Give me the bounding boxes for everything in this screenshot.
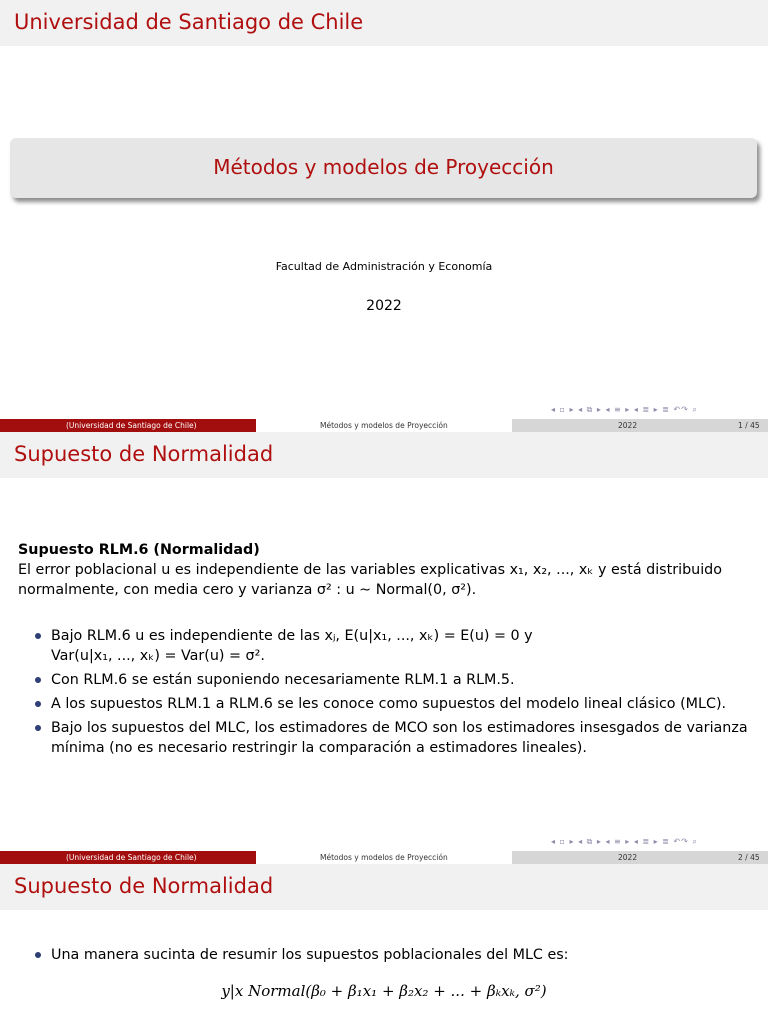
slide3-header-title: Supuesto de Normalidad [14, 874, 274, 898]
slide2-header-title: Supuesto de Normalidad [14, 442, 274, 466]
footer-date: 2022 [618, 853, 638, 862]
footer-institution: (Universidad de Santiago de Chile) [66, 421, 197, 430]
slide1-header-title: Universidad de Santiago de Chile [14, 10, 364, 34]
footer-title: Métodos y modelos de Proyección [320, 853, 448, 862]
list-item: Bajo los supuestos del MLC, los estimadores de MCO son los estimadores insesgados de varianza mínima (no es necesario restringir la comparación a estimadores lineales). [18, 718, 748, 758]
slide2-bullet-list [18, 626, 748, 762]
slide1-navigation-icons[interactable]: ◂ ▫ ▸ ◂ ⧉ ▸ ◂ ≡ ▸ ◂ ≣ ▸ ≣ ↶↷ ⌕ [551, 405, 698, 414]
slide1-footer [0, 419, 768, 432]
slide3-bullet-list [18, 945, 569, 969]
block-line-2: normalmente, con media cero y varianza σ² : u ∼ Normal(0, σ²). [18, 582, 477, 598]
slide1-institute: Facultad de Administración y Economía [275, 260, 493, 273]
slide2-footer [0, 851, 768, 864]
slide2-header [0, 432, 768, 478]
slide1-header [0, 0, 768, 46]
list-item: Bajo RLM.6 u es independiente de las xⱼ, E(u|x₁, ..., xₖ) = E(u) = 0 y Var(u|x₁, ..., xₖ) = Var(u) = σ². [18, 626, 748, 666]
bullet-icon [35, 677, 41, 683]
slide1-title-box [10, 138, 757, 198]
slide1-title: Métodos y modelos de Proyección [213, 155, 554, 179]
list-item: Una manera sucinta de resumir los supuestos poblacionales del MLC es: [18, 945, 569, 965]
bullet-icon [35, 952, 41, 958]
slide2-navigation-icons[interactable]: ◂ ▫ ▸ ◂ ⧉ ▸ ◂ ≡ ▸ ◂ ≣ ▸ ≣ ↶↷ ⌕ [551, 837, 698, 846]
bullet-icon [35, 725, 41, 731]
block-title: Supuesto RLM.6 (Normalidad) [18, 542, 260, 558]
slide3-header [0, 864, 768, 910]
list-item: A los supuestos RLM.1 a RLM.6 se les conoce como supuestos del modelo lineal clásico (MLC). [18, 694, 748, 714]
list-item: Con RLM.6 se están suponiendo necesariamente RLM.1 a RLM.5. [18, 670, 748, 690]
bullet-icon [35, 633, 41, 639]
footer-page: 1 / 45 [738, 421, 760, 430]
block-line-1: El error poblacional u es independiente de las variables explicativas x₁, x₂, ..., xₖ y está distribuido [18, 562, 723, 578]
footer-title: Métodos y modelos de Proyección [320, 421, 448, 430]
bullet-icon [35, 701, 41, 707]
mlc-equation: y|x Normal(β₀ + β₁x₁ + β₂x₂ + ... + βₖxₖ, σ²) [221, 982, 547, 1000]
footer-institution: (Universidad de Santiago de Chile) [66, 853, 197, 862]
footer-page: 2 / 45 [738, 853, 760, 862]
footer-date: 2022 [618, 421, 638, 430]
slide1-date: 2022 [366, 298, 402, 314]
